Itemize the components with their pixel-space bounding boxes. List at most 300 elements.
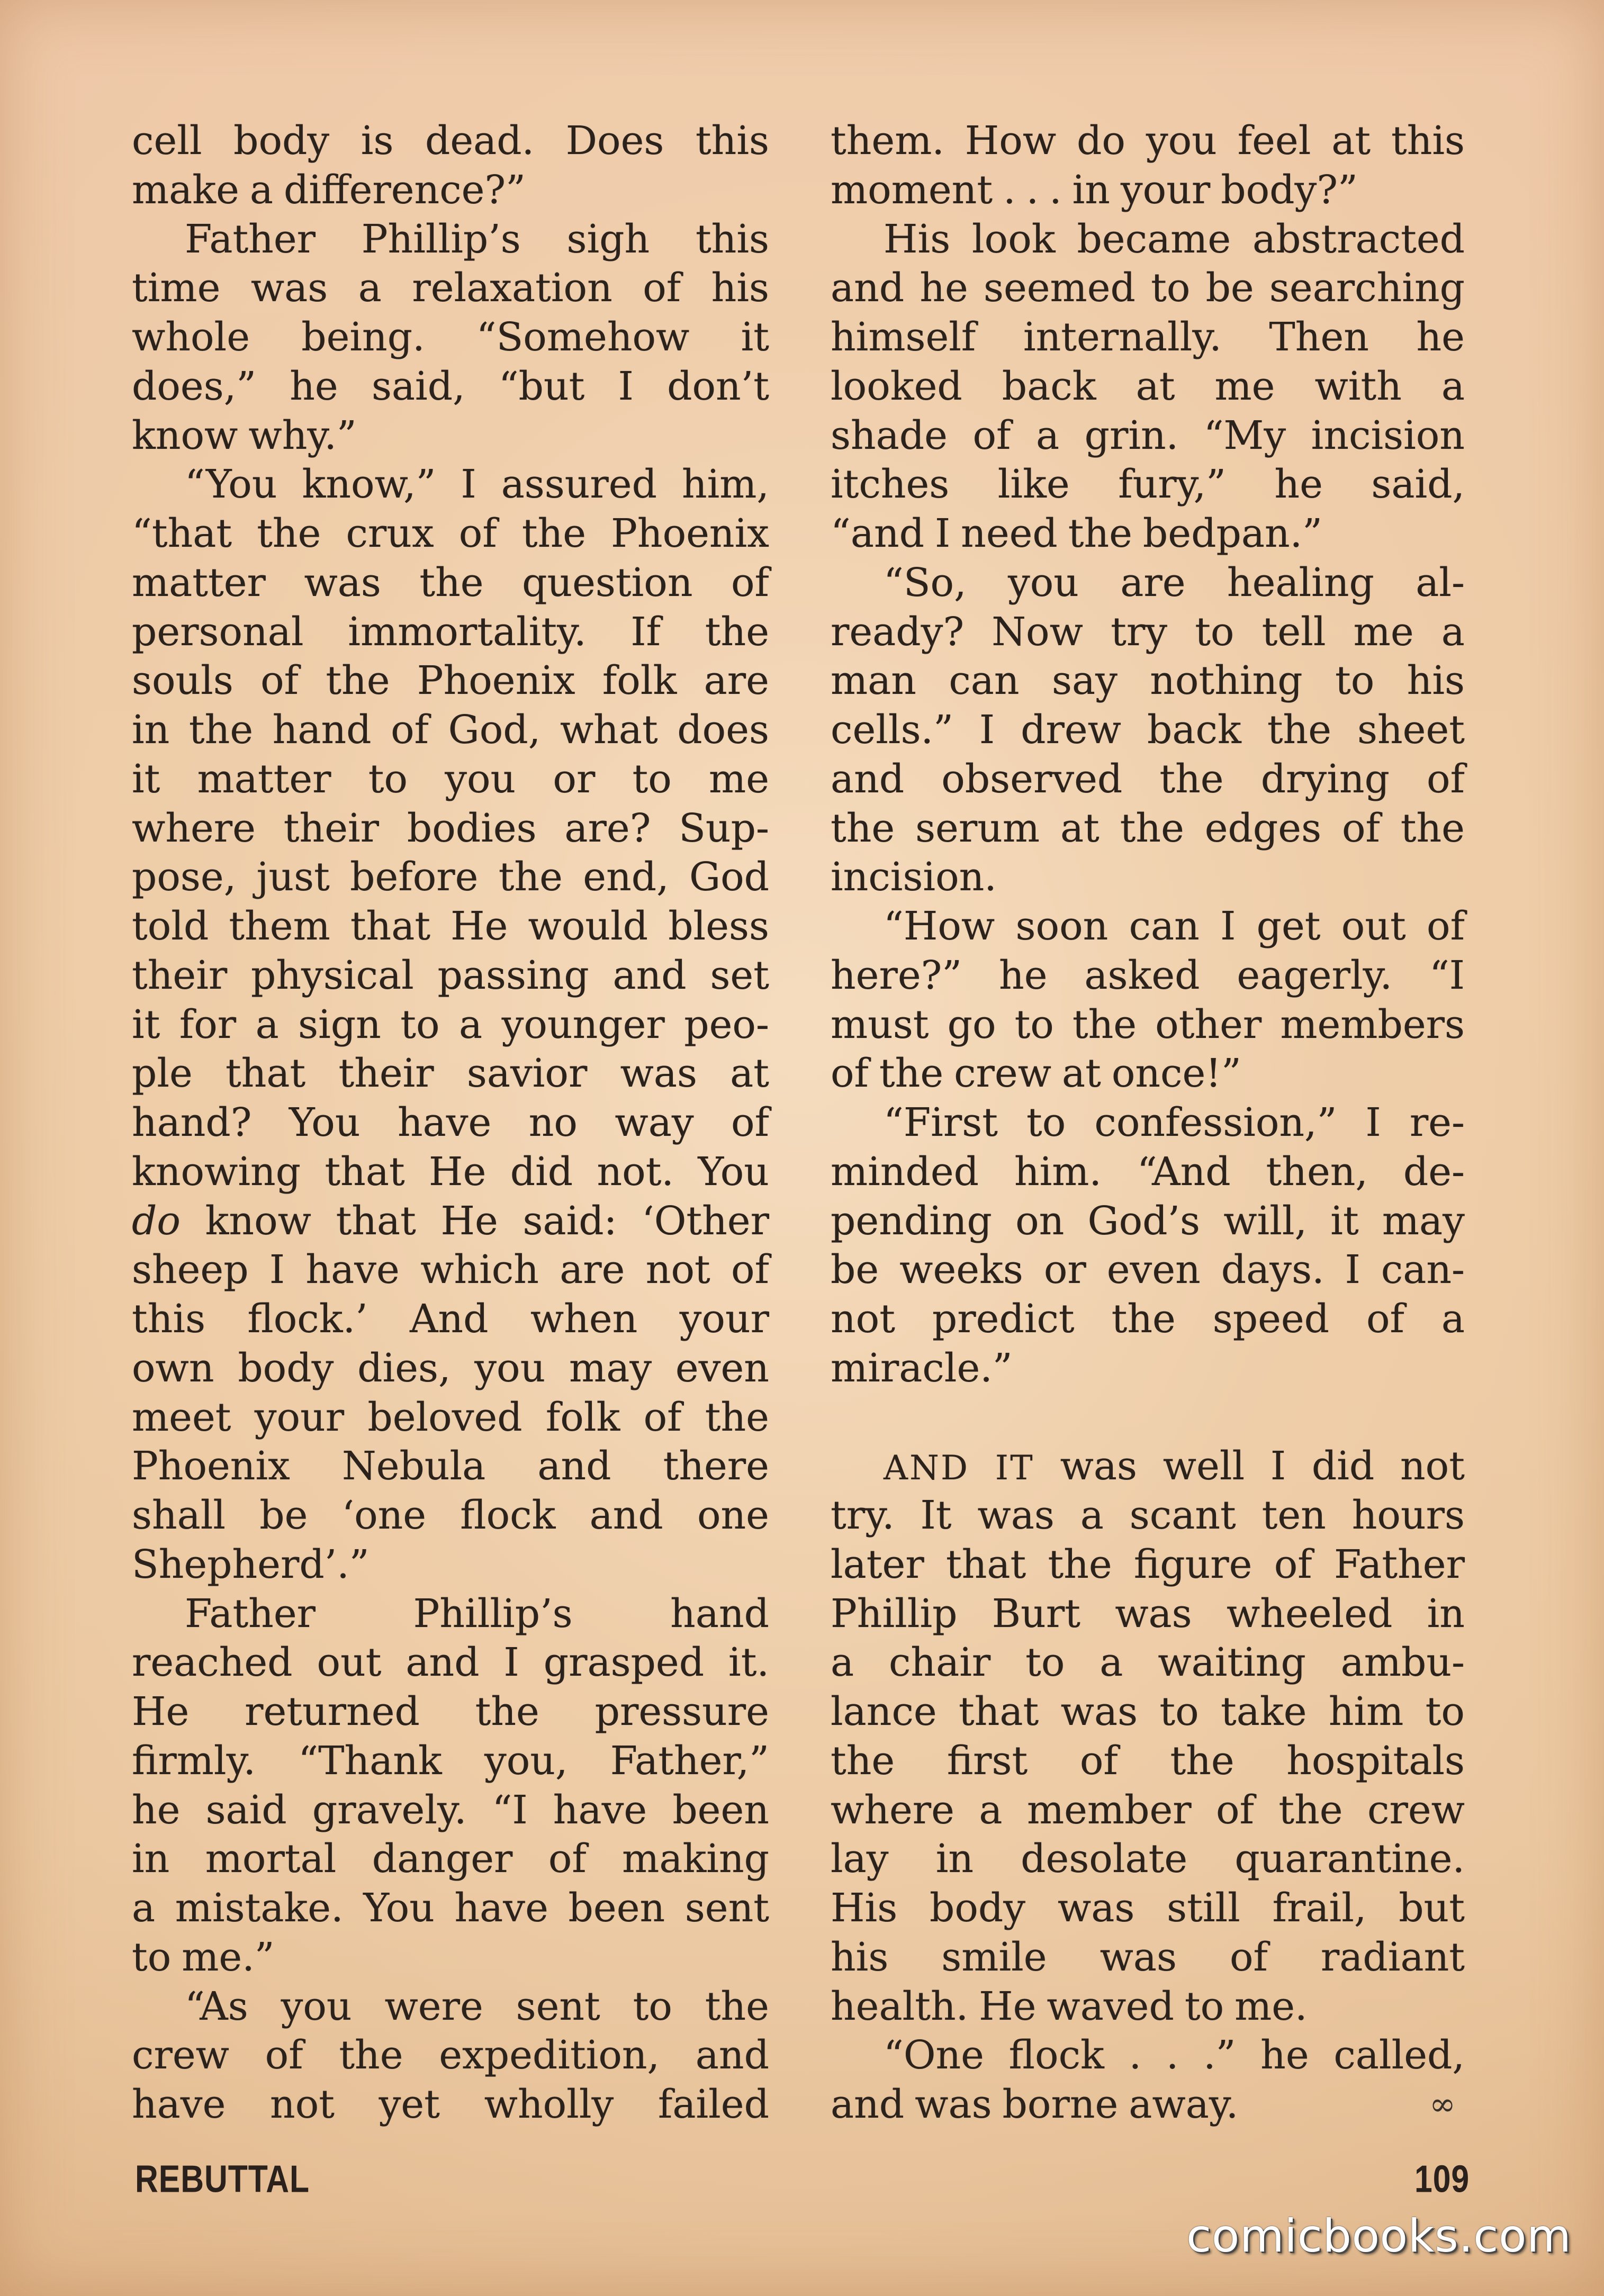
word: been [672,1787,769,1833]
text-line [132,1295,769,1344]
text-line [132,264,769,313]
text-line [831,1049,1465,1098]
word: bodies [407,805,537,851]
word: of [1274,1541,1312,1587]
text-line [831,1245,1465,1295]
text-line [831,264,1465,313]
word: healing [1227,559,1374,605]
word: to [1335,658,1375,704]
word: flock [460,1493,556,1538]
word: at [730,1051,769,1097]
word: Phillip [831,1590,958,1637]
word: “I [1429,952,1465,998]
word: in [132,707,170,753]
end-of-story-mark: ∞ [1429,2086,1456,2123]
word: but [1399,1885,1465,1931]
word: later [831,1541,924,1587]
word: of [643,1394,682,1440]
word: al- [1416,559,1465,605]
word: of [548,1836,587,1882]
word: that [336,1198,416,1244]
word: said, [371,363,465,409]
word: quarantine. [1234,1836,1465,1882]
word: became [1077,216,1231,262]
word: the [419,559,484,605]
word: at [1136,363,1175,409]
word: You [363,1885,435,1931]
word: God’s [1087,1198,1201,1244]
word: may [569,1345,652,1391]
word: grasped [543,1640,705,1686]
word: own [132,1345,214,1391]
text-line [831,1540,1465,1589]
word: with [1314,363,1402,409]
text-line [831,1638,1465,1687]
text-line [132,951,769,1000]
word: re- [1409,1100,1465,1145]
word: not. [597,1149,674,1195]
word: you [1146,118,1217,164]
word: speed [1212,1296,1330,1342]
word: and [589,1493,663,1538]
word: this [695,216,769,262]
word: the [521,511,587,556]
word: ambu- [1340,1640,1465,1686]
word: of [260,658,299,704]
word: “How [884,903,995,949]
text-line [831,558,1465,608]
word: to [400,1001,440,1047]
word: days. [1221,1247,1324,1293]
word: not [270,2082,335,2127]
word: Does [565,118,664,164]
word: edges [1204,805,1322,851]
paragraph [831,902,1465,1098]
word: your [1120,167,1211,213]
word: or [1043,1247,1086,1293]
word: of [391,707,429,753]
paragraph [831,1442,1465,2031]
word: have [305,1247,400,1293]
word: their [338,1051,434,1097]
word: body [929,1885,1026,1931]
text-section [831,116,1465,1393]
word: passing [437,952,589,998]
word: incision [1311,412,1465,458]
word: returned [245,1689,420,1734]
word: soon [1015,903,1109,949]
text-line [132,608,769,657]
word: sigh [566,216,650,262]
word: internally. [1023,314,1222,360]
word: chair [888,1640,991,1686]
word: then, [1266,1149,1368,1195]
text-line [132,902,769,951]
word: wheeled [1226,1590,1393,1637]
word: expedition, [439,2032,660,2078]
word: fury,” [1118,462,1226,508]
word: “First [884,1100,998,1145]
word: me. [1234,1983,1308,2029]
word: were [384,1983,483,2029]
word: a [1100,1640,1123,1686]
word: de- [1403,1149,1465,1195]
word: well [1163,1443,1245,1489]
text-line [132,1098,769,1147]
paragraph [831,1098,1465,1393]
word: look [972,216,1056,262]
word: ready? [831,609,965,655]
word: in [132,1836,170,1882]
word: way [615,1100,694,1145]
text-line [132,1393,769,1442]
word: he [290,363,338,409]
word: seemed [983,265,1136,311]
text-line [132,804,769,853]
word: first [947,1738,1028,1784]
word: me [709,756,769,802]
word: at [1062,1051,1101,1097]
word: beloved [367,1394,522,1440]
word: hand? [132,1100,252,1145]
word: he [1416,314,1465,360]
word: the [705,1394,769,1440]
word: do [1077,118,1125,164]
word: matter [132,559,266,605]
word: the [1170,1738,1234,1784]
word: try [1111,609,1168,655]
word: him, [681,462,769,508]
word: You [698,1149,769,1195]
word: incision. [831,854,997,900]
word: be [831,1247,879,1293]
text-line [831,1687,1465,1737]
word: “One [884,2032,984,2078]
text-line [831,166,1465,215]
word: still [1167,1885,1240,1931]
word: firmly. [132,1738,256,1784]
word: pressure [594,1689,769,1734]
word: lance [831,1689,937,1734]
text-line [132,362,769,411]
word: savior [466,1051,588,1097]
word: . [1049,167,1062,213]
word: crew [132,2032,229,2078]
text-line [132,1638,769,1687]
word: to [1159,1689,1199,1734]
text-line [831,1098,1465,1147]
word: he [1274,462,1323,508]
word: I [1220,903,1236,949]
text-line [831,1491,1465,1540]
paragraph [831,116,1465,215]
word: His [831,1885,898,1931]
word: was [1100,1934,1177,1980]
word: your [254,1394,345,1440]
word: a [1441,363,1465,409]
word: end, [583,854,669,900]
word: predict [932,1296,1075,1342]
word: it [132,1001,160,1047]
text-line [831,1737,1465,1786]
word: the [1072,1001,1137,1047]
word: to [1014,1001,1054,1047]
word: a [831,1640,854,1686]
word: being. [301,314,425,360]
text-line [831,509,1465,558]
text-line [831,902,1465,951]
word: the [1400,805,1465,851]
text-line [132,509,769,558]
word: did [1311,1443,1375,1489]
word: figure [1133,1541,1252,1587]
word: Then [1269,314,1369,360]
word: know,” [302,462,436,508]
word: miracle.” [831,1345,1013,1391]
word: assured [501,462,657,508]
word: to [1151,265,1191,311]
word: was [1060,1689,1138,1734]
word: Sup- [679,805,769,851]
word: member [1026,1787,1192,1833]
word: shade [831,412,948,458]
word: was [620,1051,697,1097]
paragraph [132,1589,769,1982]
word: in [1072,167,1110,213]
word: of [731,1247,769,1293]
text-line [132,1197,769,1246]
word: It [920,1493,952,1538]
word: and [405,1640,480,1686]
word: his [831,1934,889,1980]
word: him [1328,1689,1404,1734]
word: “As [185,1983,248,2029]
word: observed [941,756,1123,802]
text-line [132,1147,769,1197]
word: cells.” [831,707,953,753]
word: here?” [831,952,962,998]
word: to [368,756,408,802]
word: be [1205,265,1254,311]
word: of [1341,805,1380,851]
text-line [132,1049,769,1098]
word: Shepherd’.” [132,1541,370,1587]
word: it [132,756,160,802]
word: me.” [182,1934,275,1980]
word: once!” [1111,1051,1241,1097]
word: to [132,1934,172,1980]
word: He [979,1983,1037,2029]
text-line [132,1687,769,1737]
word: why.” [248,412,357,458]
word: . [1129,2032,1142,2078]
word: searching [1269,265,1465,311]
word: will, [1223,1198,1308,1244]
word: know [205,1198,311,1244]
word: their [283,805,380,851]
text-line [831,215,1465,264]
word: I [1365,1100,1381,1145]
word: the [475,1689,539,1734]
text-line [831,951,1465,1000]
word: He [440,1198,498,1244]
word: the [1159,756,1224,802]
word: this [1391,118,1465,164]
text-line [831,460,1465,509]
word: is [361,118,394,164]
word: “I [492,1787,528,1833]
word: looked [831,363,962,409]
paragraph [132,460,769,1589]
word: it [1330,1198,1359,1244]
text-line [831,116,1465,166]
word: “but [498,363,585,409]
word: must [831,1001,929,1047]
word: ple [132,1051,193,1097]
word: a [1441,1296,1465,1342]
word: just [256,854,330,900]
word: does [677,707,769,753]
word: to [1025,1640,1065,1686]
word: knowing [132,1149,301,1195]
word: I [1270,1443,1286,1489]
word: at [1331,118,1371,164]
word: not [1400,1443,1465,1489]
word: hospitals [1286,1738,1465,1784]
word: folk [602,658,677,704]
word: a [249,167,274,213]
word: that [945,1541,1026,1587]
word: borne [1002,2082,1119,2127]
word: sheep [132,1247,249,1293]
word: which [420,1247,539,1293]
word: shall [132,1493,226,1538]
word: have [397,1100,492,1145]
word: AND [884,1449,970,1488]
word: God, [448,707,541,753]
paragraph [132,215,769,460]
word: Phoenix [417,658,575,704]
word: are? [564,805,651,851]
word: does,” [132,363,257,409]
word: you [445,756,516,802]
word: me [1214,363,1275,409]
word: members [1280,1001,1465,1047]
text-line [132,1786,769,1835]
word: desolate [1021,1836,1188,1882]
word: the [1278,1787,1343,1833]
watermark: comicbooks.com [1186,2210,1572,2263]
word: of [731,1100,769,1145]
word: dies, [357,1345,451,1391]
paragraph [831,2031,1465,2129]
word: a [459,1001,483,1047]
word: flock.’ [247,1296,368,1342]
word: have [454,1885,548,1931]
word: one [697,1493,769,1538]
word: the [1111,1296,1176,1342]
word: sent [516,1983,600,2029]
text-line [132,2031,769,2080]
word: back [1002,363,1096,409]
word: immortality. [348,609,587,655]
text-line [831,1786,1465,1835]
word: He [132,1689,190,1734]
word: I [979,707,995,753]
word: the [257,511,321,556]
text-line [132,313,769,362]
word: to [1195,609,1234,655]
word: are [560,1247,625,1293]
word: out [1341,903,1406,949]
text-line [132,1982,769,2031]
word: said, [1371,462,1465,508]
word: yet [379,2082,440,2127]
word: can- [1381,1247,1465,1293]
word: to [1026,1100,1066,1145]
word: sent [684,1885,769,1931]
text-line [831,1000,1465,1050]
word: abstracted [1252,216,1465,262]
word: back [1147,707,1241,753]
word: a [358,265,382,311]
word: crew [954,1051,1052,1097]
word: his [711,265,769,311]
word: the [705,609,769,655]
word: are [704,658,769,704]
word: try. [831,1493,895,1538]
word: was [1060,1443,1137,1489]
word: have [132,2082,226,2127]
word: How [965,118,1057,164]
word: to [1184,1983,1224,2029]
word: the [1048,1541,1112,1587]
word: drying [1260,756,1390,802]
word: even [675,1345,769,1391]
word: His [884,216,951,262]
word: Father [1333,1541,1465,1587]
word: go [947,1001,996,1047]
word: of [265,2032,303,2078]
word: flock [1008,2032,1104,2078]
word: himself [831,314,976,360]
word: Father [185,216,316,262]
word: hand [272,707,372,753]
word: I [618,363,634,409]
word: I [503,1640,519,1686]
word: minded [831,1149,979,1195]
word: that [226,1051,306,1097]
word: and [612,952,687,998]
word: it. [728,1640,769,1686]
word: failed [657,2082,769,2127]
word: Phillip’s [361,216,521,262]
word: hours [1351,1493,1465,1538]
word: tell [1261,609,1326,655]
word: the [831,1738,895,1784]
text-line [132,853,769,902]
word: you [474,1345,546,1391]
word: crux [346,511,434,556]
word: itches [831,462,950,508]
word: difference?” [283,167,526,213]
word: there [663,1443,769,1489]
word: body [238,1345,334,1391]
word: a [132,1885,156,1931]
text-line [132,1344,769,1393]
word: You [289,1100,361,1145]
word: his [1407,658,1465,704]
